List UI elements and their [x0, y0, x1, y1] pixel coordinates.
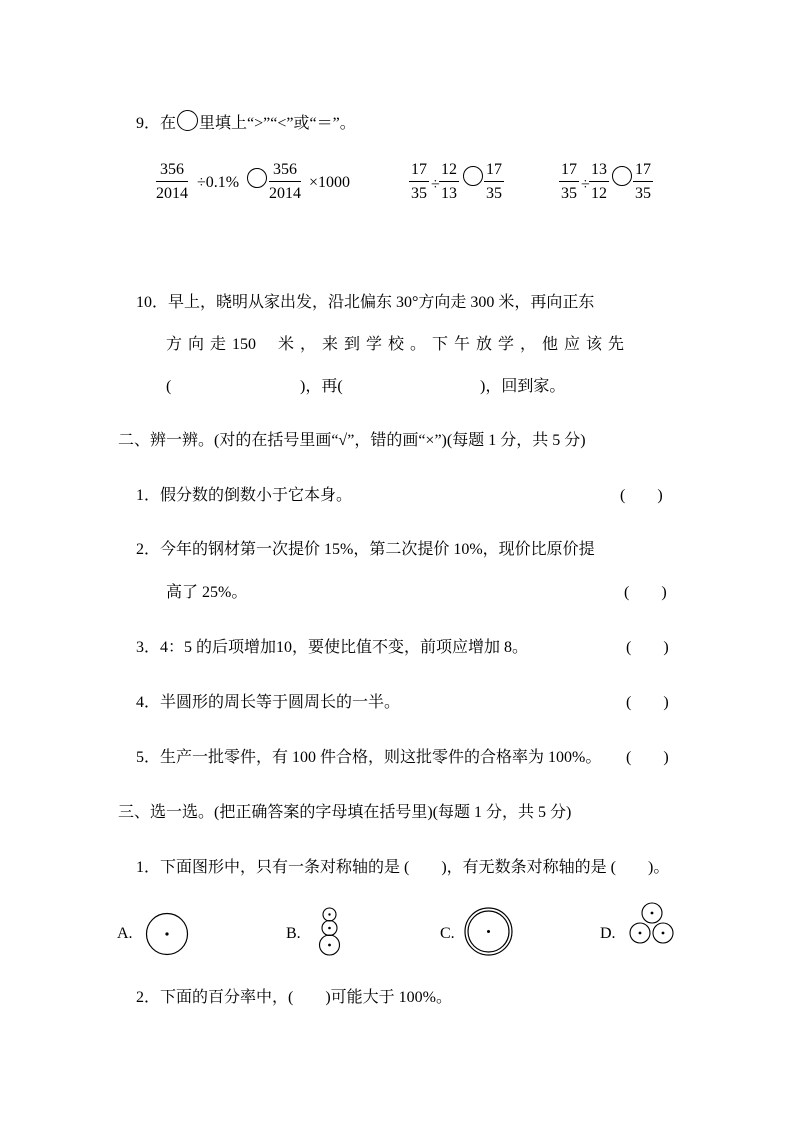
figure-b-snowman [316, 906, 344, 958]
figure-a-center-dot [165, 932, 168, 935]
figure-b-medium-dot [328, 927, 331, 930]
option-a-label[interactable]: A. [117, 925, 133, 942]
q10-answer-blank-2[interactable] [352, 375, 476, 397]
s2-item2-answer[interactable]: ( ) [624, 584, 667, 601]
q9-prefix: 在 [160, 115, 177, 132]
fraction-17-35-a: $\frac{17}{35}$ [411, 161, 427, 202]
fraction-17-35-b: $\frac{17}{35}$ [486, 161, 502, 202]
s2-item4-answer[interactable]: ( ) [626, 694, 669, 711]
figure-c-concentric [464, 907, 514, 957]
figure-d-top-dot [651, 912, 654, 915]
s2-item2-text2: 高了 25%。 [166, 584, 248, 601]
figure-d-left-dot [639, 932, 642, 935]
q9-line [136, 110, 356, 132]
s2-item4-text: 4．半圆形的周长等于圆周长的一半。 [136, 694, 401, 711]
operator-div: ÷ [431, 176, 440, 193]
answer-circle-1[interactable] [247, 168, 267, 188]
q10-paren1-close: )，再( [300, 378, 343, 395]
operator-div-0.1pct: ÷0.1% [197, 174, 240, 191]
s2-item2-text: 2．今年的钢材第一次提价 15%，第二次提价 10%，现价比原价提 [136, 541, 595, 558]
s2-item5-answer[interactable]: ( ) [626, 749, 669, 766]
option-c-label[interactable]: C. [440, 925, 455, 942]
q10-paren1-open: ( [166, 378, 172, 395]
answer-circle-3[interactable] [612, 166, 632, 186]
s3-q1-text: 1．下面图形中，只有一条对称轴的是 ( )，有无数条对称轴的是 ( )。 [136, 859, 670, 876]
s3-q2-text: 2．下面的百分率中，( )可能大于 100%。 [136, 989, 452, 1006]
s2-item3-text: 3．4：5 的后项增加10，要使比值不变，前项应增加 8。 [136, 639, 529, 656]
fraction-17-35-c: $\frac{17}{35}$ [561, 161, 577, 202]
section2-title: 二、辨一辨。(对的在括号里画“√”，错的画“×”)(每题 1 分，共 5 分) [118, 432, 586, 449]
q10-answer-blank-1[interactable] [176, 375, 296, 397]
option-b-label[interactable]: B. [286, 925, 301, 942]
figure-c-center-dot [487, 930, 490, 933]
fraction-356-2014-a: $\frac{356}{2014}$ [156, 161, 188, 202]
q9-suffix: 里填上“>”“<”或“＝”。 [199, 115, 356, 132]
s2-item3-answer[interactable]: ( ) [626, 639, 669, 656]
fraction-17-35-d: $\frac{17}{35}$ [635, 161, 651, 202]
compare-circle-sample [177, 110, 198, 131]
s2-item1-text: 1．假分数的倒数小于它本身。 [136, 487, 353, 504]
operator-times-1000: ×1000 [309, 174, 351, 191]
operator-div-2: ÷ [581, 176, 590, 193]
figure-b-small-dot [328, 913, 330, 915]
figure-b-large-dot [328, 944, 331, 947]
fraction-13-12: $\frac{13}{12}$ [591, 161, 607, 202]
answer-circle-2[interactable] [463, 166, 483, 186]
figure-d-three-circles [627, 902, 677, 948]
option-d-label[interactable]: D. [600, 925, 616, 942]
s2-item5-text: 5．生产一批零件，有 100 件合格，则这批零件的合格率为 100%。 [136, 749, 602, 766]
fraction-356-2014-b: $\frac{356}{2014}$ [269, 161, 301, 202]
q10-paren2-close: )，回到家。 [480, 378, 566, 395]
figure-a-circle [145, 913, 189, 957]
q10-line2: 方 向 走 150 米 ， 来 到 学 校 。 下 午 放 学 ， 他 应 该 先 [166, 336, 625, 353]
s2-item1-answer[interactable]: ( ) [620, 487, 663, 504]
q9-number: 9． [136, 115, 161, 132]
fraction-12-13: $\frac{12}{13}$ [441, 161, 457, 202]
q10-line1: 10．早上，晓明从家出发，沿北偏东 30°方向走 300 米，再向正东 [136, 294, 595, 311]
figure-d-right-dot [662, 932, 665, 935]
section3-title: 三、选一选。(把正确答案的字母填在括号里)(每题 1 分，共 5 分) [118, 804, 572, 821]
